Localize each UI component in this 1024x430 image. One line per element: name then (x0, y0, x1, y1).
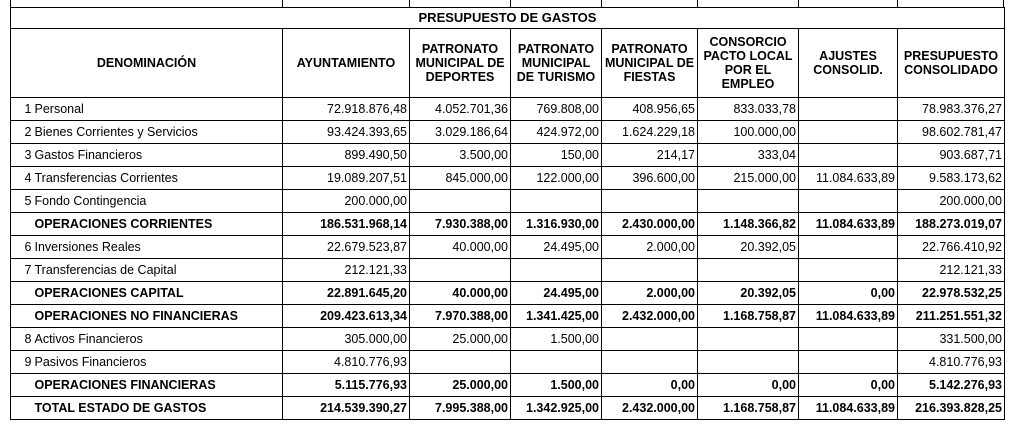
row-name: Transferencias Corrientes (33, 167, 283, 190)
row-value: 122.000,00 (511, 167, 602, 190)
row-value (698, 351, 799, 374)
table-row (11, 190, 1005, 213)
row-value (511, 351, 602, 374)
header-denominacion: DENOMINACIÓN (11, 29, 283, 98)
header-fiestas: PATRONATO MUNICIPAL DE FIESTAS (602, 29, 698, 98)
table-row (11, 98, 1005, 121)
row-value: 214,17 (602, 144, 698, 167)
row-value: 1.624.229,18 (602, 121, 698, 144)
table-row (11, 397, 1005, 420)
row-name: Pasivos Financieros (33, 351, 283, 374)
row-value: 331.500,00 (898, 328, 1005, 351)
row-value: 3.029.186,64 (410, 121, 511, 144)
row-value: 186.531.968,14 (283, 213, 410, 236)
row-value (799, 259, 898, 282)
row-value: 396.600,00 (602, 167, 698, 190)
row-code: 1 (11, 98, 33, 121)
row-code: 4 (11, 167, 33, 190)
table-row (11, 121, 1005, 144)
row-name: Inversiones Reales (33, 236, 283, 259)
row-value (511, 259, 602, 282)
row-value: 98.602.781,47 (898, 121, 1005, 144)
row-value: 1.316.930,00 (511, 213, 602, 236)
header-ajustes: AJUSTES CONSOLID. (799, 29, 898, 98)
row-value (799, 190, 898, 213)
row-value (410, 190, 511, 213)
row-value: 408.956,65 (602, 98, 698, 121)
row-name: TOTAL ESTADO DE GASTOS (33, 397, 283, 420)
table-row (11, 328, 1005, 351)
row-value (698, 190, 799, 213)
row-value: 22.679.523,87 (283, 236, 410, 259)
row-value: 7.930.388,00 (410, 213, 511, 236)
table-row (11, 305, 1005, 328)
row-value: 2.432.000,00 (602, 397, 698, 420)
table-row (11, 236, 1005, 259)
row-value (511, 190, 602, 213)
table-row (11, 374, 1005, 397)
row-value: 0,00 (799, 374, 898, 397)
row-value: 209.423.613,34 (283, 305, 410, 328)
row-name: OPERACIONES NO FINANCIERAS (33, 305, 283, 328)
row-value: 1.500,00 (511, 328, 602, 351)
row-value: 424.972,00 (511, 121, 602, 144)
row-code: 6 (11, 236, 33, 259)
row-value: 903.687,71 (898, 144, 1005, 167)
table-title: PRESUPUESTO DE GASTOS (11, 8, 1005, 29)
row-value: 1.168.758,87 (698, 397, 799, 420)
row-code: 9 (11, 351, 33, 374)
row-value: 40.000,00 (410, 282, 511, 305)
row-code (11, 397, 33, 420)
header-turismo: PATRONATO MUNICIPAL DE TURISMO (511, 29, 602, 98)
row-value: 305.000,00 (283, 328, 410, 351)
row-value (602, 190, 698, 213)
row-value (698, 328, 799, 351)
row-name: Fondo Contingencia (33, 190, 283, 213)
row-value: 0,00 (602, 374, 698, 397)
row-name: Transferencias de Capital (33, 259, 283, 282)
header-ayuntamiento: AYUNTAMIENTO (283, 29, 410, 98)
row-value: 2.000,00 (602, 282, 698, 305)
row-value: 211.251.551,32 (898, 305, 1005, 328)
row-value (799, 98, 898, 121)
row-value: 11.084.633,89 (799, 213, 898, 236)
row-value (698, 259, 799, 282)
row-value: 0,00 (698, 374, 799, 397)
row-value: 212.121,33 (283, 259, 410, 282)
row-code (11, 305, 33, 328)
row-value: 215.000,00 (698, 167, 799, 190)
row-value (602, 259, 698, 282)
row-value: 1.500,00 (511, 374, 602, 397)
row-value: 216.393.828,25 (898, 397, 1005, 420)
table-row (11, 167, 1005, 190)
row-value: 1.342.925,00 (511, 397, 602, 420)
row-name: Bienes Corrientes y Servicios (33, 121, 283, 144)
row-value: 833.033,78 (698, 98, 799, 121)
row-name: OPERACIONES CORRIENTES (33, 213, 283, 236)
row-value (410, 351, 511, 374)
row-value: 214.539.390,27 (283, 397, 410, 420)
row-value: 2.432.000,00 (602, 305, 698, 328)
row-value: 24.495,00 (511, 282, 602, 305)
header-consolidado: PRESUPUESTO CONSOLIDADO (898, 29, 1005, 98)
row-code (11, 282, 33, 305)
row-value: 20.392,05 (698, 236, 799, 259)
table-row (11, 259, 1005, 282)
row-value: 40.000,00 (410, 236, 511, 259)
row-value: 100.000,00 (698, 121, 799, 144)
row-value: 2.000,00 (602, 236, 698, 259)
row-value: 4.810.776,93 (898, 351, 1005, 374)
row-value: 93.424.393,65 (283, 121, 410, 144)
previous-table-edge (10, 0, 1004, 7)
row-value: 200.000,00 (898, 190, 1005, 213)
row-value: 25.000,00 (410, 374, 511, 397)
row-value: 4.052.701,36 (410, 98, 511, 121)
row-code: 5 (11, 190, 33, 213)
row-name: Activos Financieros (33, 328, 283, 351)
row-value: 0,00 (799, 282, 898, 305)
row-value: 899.490,50 (283, 144, 410, 167)
row-value: 72.918.876,48 (283, 98, 410, 121)
row-value: 11.084.633,89 (799, 167, 898, 190)
row-value: 5.142.276,93 (898, 374, 1005, 397)
row-value: 7.970.388,00 (410, 305, 511, 328)
row-value: 188.273.019,07 (898, 213, 1005, 236)
row-name: OPERACIONES FINANCIERAS (33, 374, 283, 397)
row-code (11, 213, 33, 236)
row-value: 25.000,00 (410, 328, 511, 351)
row-name: Personal (33, 98, 283, 121)
row-value: 1.148.366,82 (698, 213, 799, 236)
row-value: 1.341.425,00 (511, 305, 602, 328)
row-value: 20.392,05 (698, 282, 799, 305)
row-value (602, 328, 698, 351)
header-deportes: PATRONATO MUNICIPAL DE DEPORTES (410, 29, 511, 98)
row-value: 7.995.388,00 (410, 397, 511, 420)
row-value: 333,04 (698, 144, 799, 167)
row-value: 11.084.633,89 (799, 397, 898, 420)
row-value: 150,00 (511, 144, 602, 167)
header-row (11, 29, 1005, 98)
row-value: 212.121,33 (898, 259, 1005, 282)
table-row (11, 144, 1005, 167)
table-row (11, 213, 1005, 236)
header-consorcio: CONSORCIO PACTO LOCAL POR EL EMPLEO (698, 29, 799, 98)
budget-table (10, 7, 1005, 420)
row-value: 845.000,00 (410, 167, 511, 190)
row-value: 24.495,00 (511, 236, 602, 259)
title-row (11, 8, 1005, 29)
row-value: 78.983.376,27 (898, 98, 1005, 121)
row-code: 2 (11, 121, 33, 144)
row-value: 769.808,00 (511, 98, 602, 121)
row-name: OPERACIONES CAPITAL (33, 282, 283, 305)
row-value (602, 351, 698, 374)
row-value: 19.089.207,51 (283, 167, 410, 190)
row-value: 22.891.645,20 (283, 282, 410, 305)
row-value: 2.430.000,00 (602, 213, 698, 236)
row-value: 3.500,00 (410, 144, 511, 167)
row-value: 22.978.532,25 (898, 282, 1005, 305)
row-value (799, 328, 898, 351)
row-value: 4.810.776,93 (283, 351, 410, 374)
row-value (410, 259, 511, 282)
row-value (799, 236, 898, 259)
table-row (11, 282, 1005, 305)
table-row (11, 351, 1005, 374)
row-value: 200.000,00 (283, 190, 410, 213)
row-value: 11.084.633,89 (799, 305, 898, 328)
row-value: 22.766.410,92 (898, 236, 1005, 259)
row-name: Gastos Financieros (33, 144, 283, 167)
row-value (799, 121, 898, 144)
row-value (799, 351, 898, 374)
row-code: 7 (11, 259, 33, 282)
row-code: 3 (11, 144, 33, 167)
row-value (799, 144, 898, 167)
row-value: 5.115.776,93 (283, 374, 410, 397)
row-code (11, 374, 33, 397)
row-value: 9.583.173,62 (898, 167, 1005, 190)
row-value: 1.168.758,87 (698, 305, 799, 328)
row-code: 8 (11, 328, 33, 351)
